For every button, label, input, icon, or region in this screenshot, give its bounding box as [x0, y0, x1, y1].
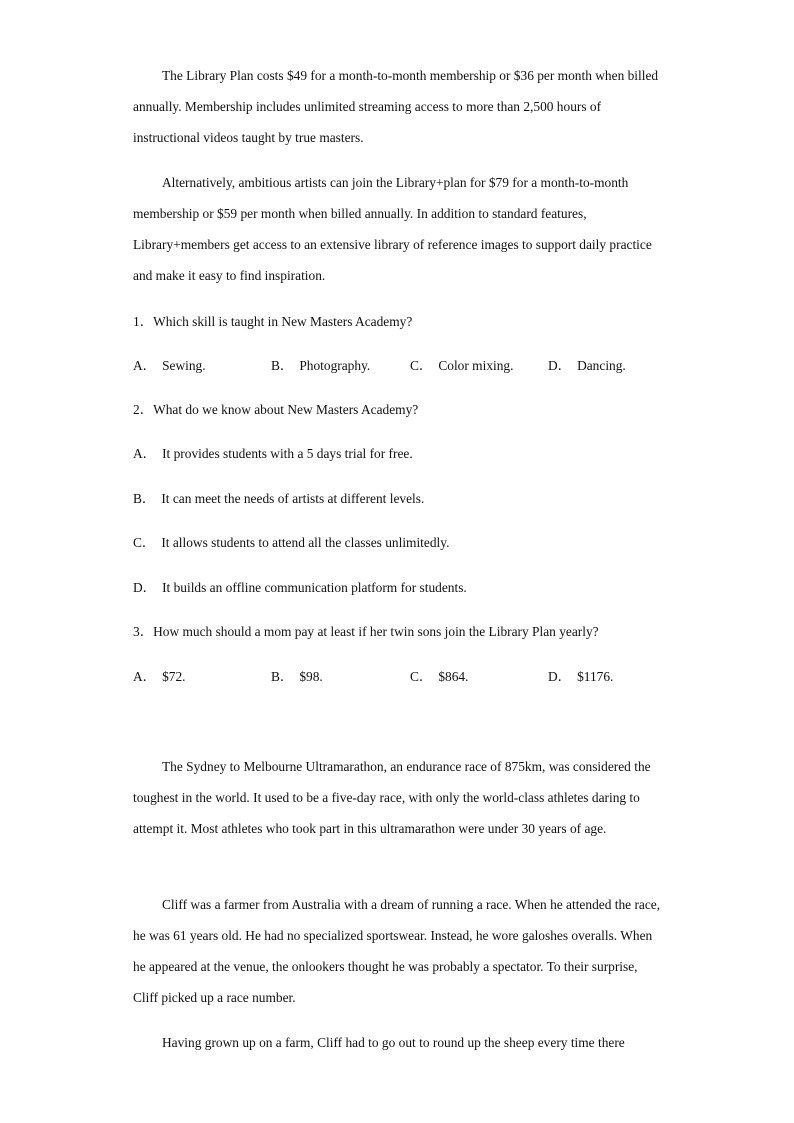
question-2-option-d: [133, 578, 673, 598]
option-text: $98.: [299, 669, 323, 684]
passage2-paragraph-1: The Sydney to Melbourne Ultramarathon, an endurance race of 875km, was considered the toughest in the world. It used to be a five-day race, with only the world-class athletes daring to attempt it. Most athletes who took part in this ultramarathon were under 30 years of age.: [133, 759, 651, 836]
option-text: $864.: [438, 669, 469, 684]
question-1-option-a: [133, 356, 206, 376]
option-label: A．: [133, 446, 157, 461]
question-1-option-c: [410, 356, 513, 376]
option-label: D．: [548, 669, 572, 684]
passage2-paragraph-2: Cliff was a farmer from Australia with a dream of running a race. When he attended the race, he was 61 years old. He had no specialized sportswear. Instead, he wore galoshes overalls. When he appeared at the venue, the onlookers thought he was probably a spectator. To their surprise, Cliff picked up a race number.: [133, 897, 661, 1005]
option-label: C．: [410, 358, 433, 373]
option-text: $1176.: [577, 669, 614, 684]
option-text: It builds an offline communication platform for students.: [162, 580, 467, 595]
option-text: It can meet the needs of artists at different levels.: [161, 491, 425, 506]
option-label: D．: [133, 580, 157, 595]
option-label: C．: [410, 669, 433, 684]
question-2-option-c: [133, 533, 673, 553]
question-3-option-b: [271, 667, 323, 687]
option-text: Photography.: [299, 358, 371, 373]
question-3-option-a: [133, 667, 186, 687]
question-3-stem: 3．How much should a mom pay at least if her twin sons join the Library Plan yearly?: [133, 624, 599, 639]
passage1-paragraph-1: The Library Plan costs $49 for a month-to-month membership or $36 per month when billed annually. Membership includes unlimited streaming access to more than 2,500 hours of instructional videos taught by true masters.: [133, 68, 659, 145]
option-label: B．: [271, 358, 294, 373]
question-2-option-b: [133, 489, 673, 509]
option-label: B．: [271, 669, 294, 684]
question-3-option-d: [548, 667, 613, 687]
passage2-paragraph-3: Having grown up on a farm, Cliff had to go out to round up the sheep every time there: [162, 1035, 625, 1050]
option-text: Dancing.: [577, 358, 626, 373]
option-label: C．: [133, 535, 156, 550]
question-3-option-c: [410, 667, 468, 687]
option-text: It provides students with a 5 days trial for free.: [162, 446, 413, 461]
option-label: B．: [133, 491, 156, 506]
option-text: Sewing.: [162, 358, 206, 373]
question-1-option-d: [548, 356, 626, 376]
option-label: A．: [133, 669, 157, 684]
option-text: $72.: [162, 669, 186, 684]
question-2-stem: 2．What do we know about New Masters Academy?: [133, 402, 419, 417]
option-label: A．: [133, 358, 157, 373]
question-1-option-b: [271, 356, 370, 376]
question-2-option-a: [133, 444, 673, 464]
passage1-paragraph-2: Alternatively, ambitious artists can join the Library+plan for $79 for a month-to-month membership or $59 per month when billed annually. In addition to standard features, Library+members get access to an extensive library of reference images to support daily practice and make it easy to find inspiration.: [133, 175, 652, 283]
question-1-stem: 1．Which skill is taught in New Masters Academy?: [133, 314, 413, 329]
option-text: Color mixing.: [438, 358, 514, 373]
option-text: It allows students to attend all the classes unlimitedly.: [161, 535, 450, 550]
option-label: D．: [548, 358, 572, 373]
